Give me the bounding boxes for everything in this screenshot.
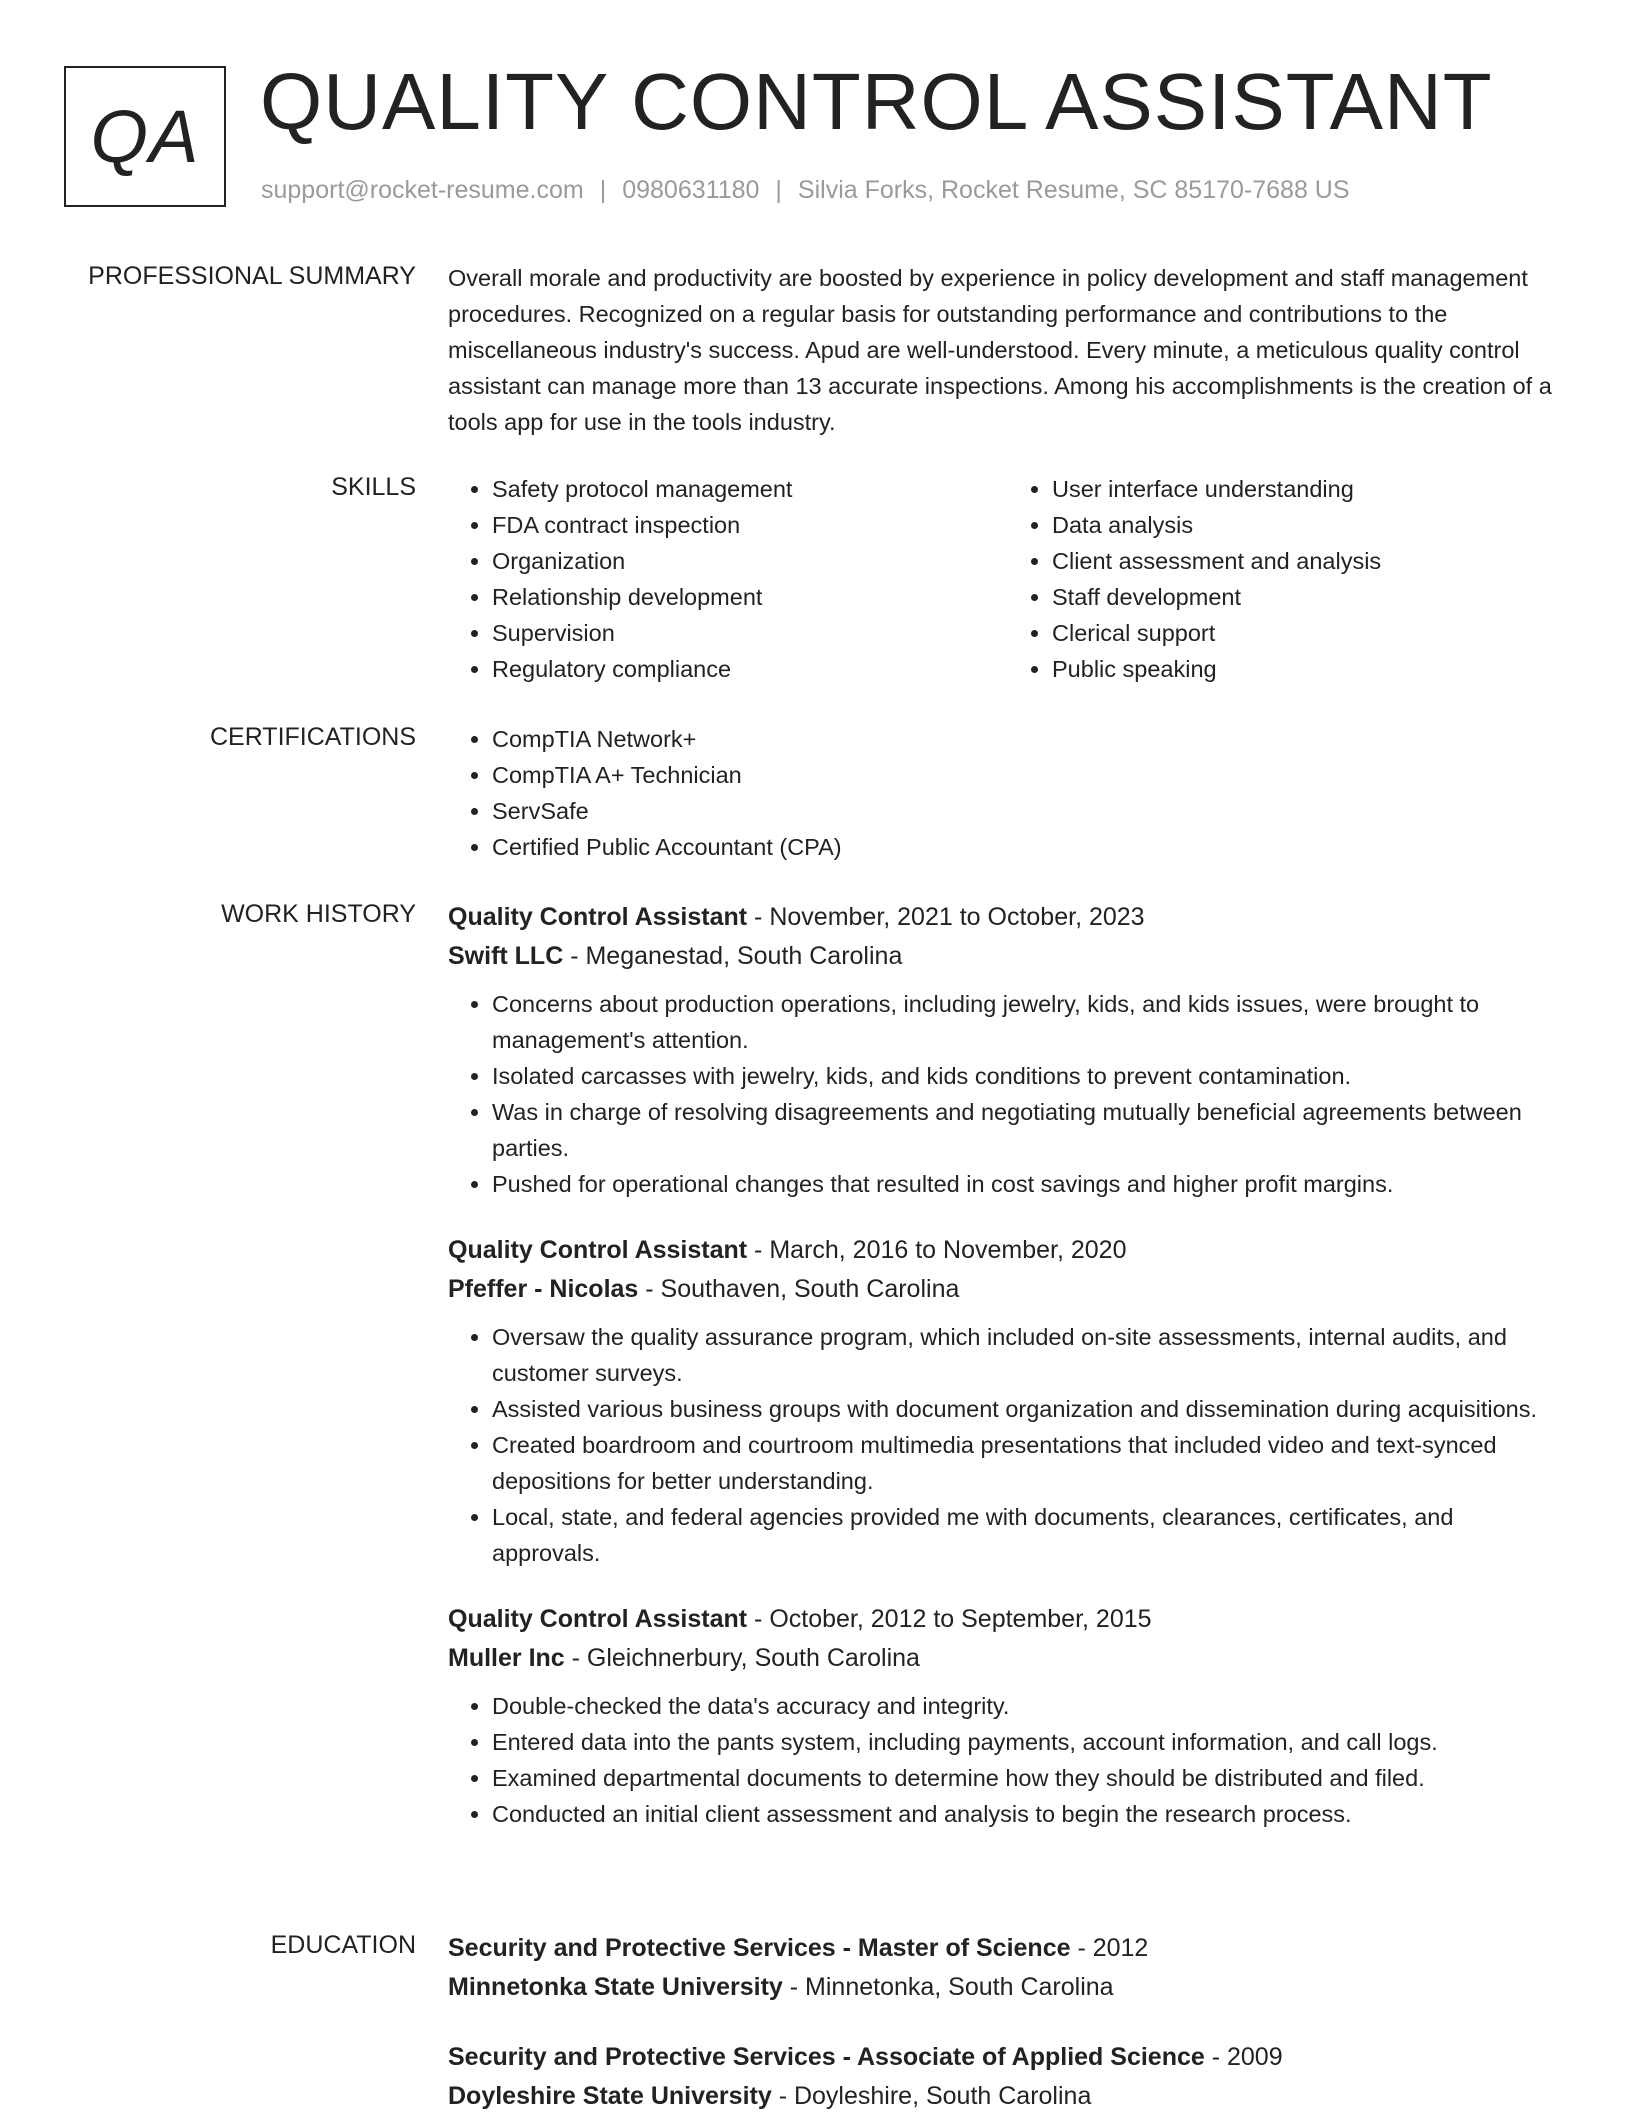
- job-company-line: [448, 1270, 1568, 1309]
- section-label: EDUCATION: [270, 1931, 416, 1959]
- contact-address: Silvia Forks, Rocket Resume, SC 85170-7688 US: [797, 176, 1350, 204]
- education-school: Doyleshire State University: [448, 2082, 772, 2110]
- skills-list-right: [1008, 471, 1568, 687]
- section-body: [448, 1929, 1568, 2116]
- job-bullet: • Conducted an initial client assessment and analysis to begin the research process.: [492, 1796, 1568, 1832]
- certification-item: • CompTIA Network+: [492, 721, 1568, 757]
- education-school-line: [448, 1968, 1568, 2007]
- skill-item: • Relationship development: [492, 579, 1008, 615]
- section-label: PROFESSIONAL SUMMARY: [88, 262, 416, 290]
- certifications-list: [448, 721, 1568, 865]
- candidate-title: QUALITY CONTROL ASSISTANT: [260, 57, 1493, 146]
- skill-item: • User interface understanding: [1052, 471, 1568, 507]
- skill-item: • Safety protocol management: [492, 471, 1008, 507]
- monogram-box: [64, 66, 226, 207]
- contact-email[interactable]: support@rocket-resume.com: [261, 176, 584, 204]
- education-school-line: [448, 2077, 1568, 2116]
- job-bullet: • Pushed for operational changes that resulted in cost savings and higher profit margins.: [492, 1166, 1568, 1202]
- section-label: SKILLS: [331, 473, 416, 501]
- job-company: Pfeffer - Nicolas: [448, 1275, 639, 1303]
- skill-item: • Clerical support: [1052, 615, 1568, 651]
- job-company-line: [448, 937, 1568, 976]
- education-degree: Security and Protective Services - Master of Science: [448, 1934, 1071, 1962]
- job-bullet: • Was in charge of resolving disagreements and negotiating mutually beneficial agreements between parties.: [492, 1094, 1568, 1166]
- certification-item: • ServSafe: [492, 793, 1568, 829]
- summary-text: Overall morale and productivity are boosted by experience in policy development and staff management procedures. Recognized on a regular basis for outstanding performance and contributions to the miscellaneous industry's success. Apud are well-understood. Every minute, a meticulous quality control assistant can manage more than 13 accurate inspections. Among his accomplishments is the creation of a tools app for use in the tools industry.: [448, 265, 1552, 435]
- education-year: - 2012: [1070, 1934, 1149, 1962]
- job-entry: [448, 898, 1568, 1202]
- section-body: [448, 721, 1568, 865]
- job-dates: - October, 2012 to September, 2015: [747, 1605, 1152, 1633]
- job-bullet: • Created boardroom and courtroom multimedia presentations that included video and text-synced depositions for better understanding.: [492, 1427, 1568, 1499]
- education-school: Minnetonka State University: [448, 1973, 783, 2001]
- contact-line: [261, 174, 1350, 206]
- education-location: - Minnetonka, South Carolina: [782, 1973, 1114, 2001]
- job-bullet: • Double-checked the data's accuracy and integrity.: [492, 1688, 1568, 1724]
- education-degree-line: [448, 1929, 1568, 1968]
- job-bullets: [448, 1688, 1568, 1832]
- skill-item: • Client assessment and analysis: [1052, 543, 1568, 579]
- job-bullet: • Examined departmental documents to determine how they should be distributed and filed.: [492, 1760, 1568, 1796]
- job-entry: [448, 1600, 1568, 1832]
- job-dates: - November, 2021 to October, 2023: [747, 903, 1145, 931]
- skill-item: • Regulatory compliance: [492, 651, 1008, 687]
- section-label: CERTIFICATIONS: [209, 723, 416, 751]
- job-bullet: • Isolated carcasses with jewelry, kids, and kids conditions to prevent contamination.: [492, 1058, 1568, 1094]
- job-title-line: [448, 898, 1568, 937]
- job-company-line: [448, 1639, 1568, 1678]
- education-entry: [448, 2038, 1568, 2116]
- job-title-line: [448, 1600, 1568, 1639]
- section-body: [448, 260, 1568, 440]
- education-degree-line: [448, 2038, 1568, 2077]
- job-title-line: [448, 1231, 1568, 1270]
- job-title: Quality Control Assistant: [448, 1236, 748, 1264]
- job-location: - Meganestad, South Carolina: [563, 942, 903, 970]
- job-location: - Gleichnerbury, South Carolina: [564, 1644, 920, 1672]
- skills-list-left: [448, 471, 1008, 687]
- job-bullet: • Oversaw the quality assurance program, which included on-site assessments, internal audits, and customer surveys.: [492, 1319, 1568, 1391]
- job-entry: [448, 1231, 1568, 1571]
- skill-item: • Staff development: [1052, 579, 1568, 615]
- job-bullet: • Entered data into the pants system, including payments, account information, and call logs.: [492, 1724, 1568, 1760]
- skill-item: • Supervision: [492, 615, 1008, 651]
- contact-separator: |: [599, 176, 607, 204]
- section-label: WORK HISTORY: [221, 900, 416, 928]
- contact-phone[interactable]: 0980631180: [622, 176, 760, 204]
- job-bullet: • Assisted various business groups with document organization and dissemination during acquisitions.: [492, 1391, 1568, 1427]
- education-entry: [448, 1929, 1568, 2007]
- job-title: Quality Control Assistant: [448, 1605, 748, 1633]
- skill-item: • FDA contract inspection: [492, 507, 1008, 543]
- education-location: - Doyleshire, South Carolina: [771, 2082, 1092, 2110]
- job-dates: - March, 2016 to November, 2020: [747, 1236, 1127, 1264]
- job-title: Quality Control Assistant: [448, 903, 748, 931]
- skills-columns: [448, 471, 1568, 687]
- skill-item: • Organization: [492, 543, 1008, 579]
- education-degree: Security and Protective Services - Associate of Applied Science: [448, 2043, 1205, 2071]
- job-bullets: [448, 986, 1568, 1202]
- skill-item: • Data analysis: [1052, 507, 1568, 543]
- certification-item: • CompTIA A+ Technician: [492, 757, 1568, 793]
- job-bullets: [448, 1319, 1568, 1571]
- job-bullet: • Local, state, and federal agencies provided me with documents, clearances, certificates, and approvals.: [492, 1499, 1568, 1571]
- certification-item: • Certified Public Accountant (CPA): [492, 829, 1568, 865]
- skill-item: • Public speaking: [1052, 651, 1568, 687]
- contact-separator: |: [775, 176, 782, 204]
- monogram-text: QA: [90, 95, 200, 178]
- job-company: Swift LLC: [448, 942, 564, 970]
- section-body: [448, 898, 1568, 1832]
- job-company: Muller Inc: [448, 1644, 565, 1672]
- education-year: - 2009: [1204, 2043, 1283, 2071]
- job-location: - Southaven, South Carolina: [638, 1275, 960, 1303]
- job-bullet: • Concerns about production operations, including jewelry, kids, and kids issues, were brought to management's attention.: [492, 986, 1568, 1058]
